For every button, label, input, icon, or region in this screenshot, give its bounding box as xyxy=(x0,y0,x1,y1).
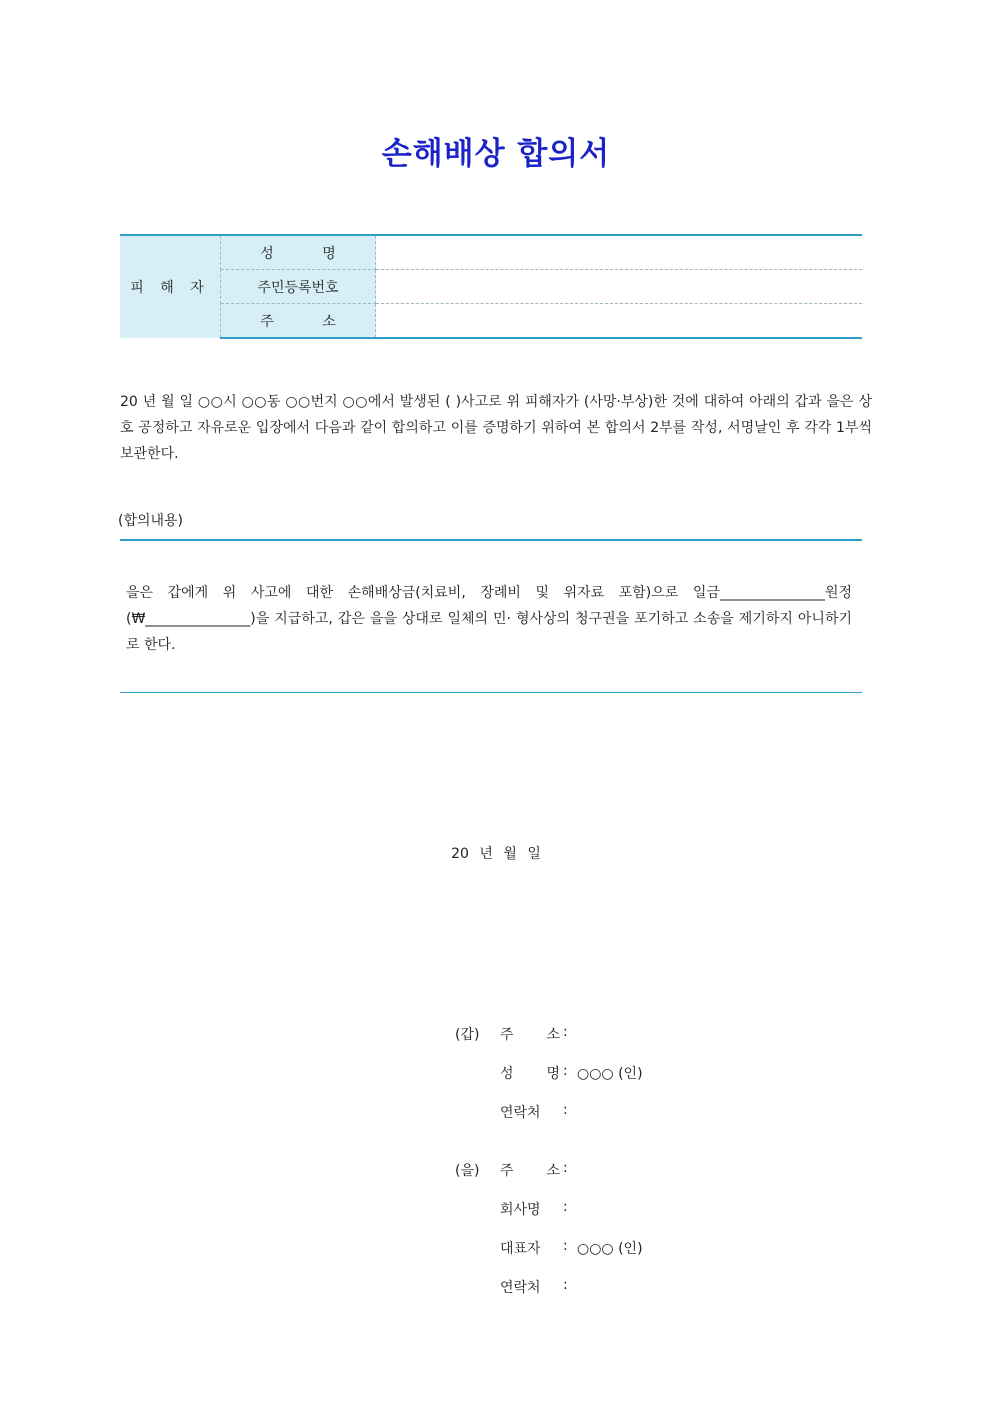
victim-info-table xyxy=(120,234,862,339)
colon: : xyxy=(563,1277,568,1293)
victim-label-address-text: 주 소 xyxy=(260,313,358,330)
party-a-key-address: 주 소 xyxy=(500,1027,560,1043)
victim-group-label: 피 해 자 xyxy=(120,235,221,338)
colon: : xyxy=(563,1024,568,1040)
colon: : xyxy=(563,1102,568,1118)
party-a-value-name: ○○○ (인) xyxy=(577,1066,643,1082)
party-b-key-contact: 연락처 xyxy=(500,1280,541,1296)
section-bottom-divider xyxy=(120,692,862,693)
party-b-key-address: 주 소 xyxy=(500,1163,560,1179)
document-title: 손해배상 합의서 xyxy=(381,136,611,172)
section-label: (합의내용) xyxy=(118,513,184,529)
party-b-value-representative: ○○○ (인) xyxy=(577,1241,643,1257)
victim-label-name-text: 성 명 xyxy=(260,245,358,262)
agreement-content: 을은 갑에게 위 사고에 대한 손해배상금(치료비, 장례비 및 위자료 포함)으로 일금_______________원정(₩_______________)을 지급하고, 갑은 을을 상대로 일체의 민· 형사상의 청구권을 포기하고 소송을 제기하지 아니하기로 한다. xyxy=(126,585,852,653)
date-line: 20 년 월 일 xyxy=(451,846,541,862)
section-top-divider xyxy=(120,539,862,541)
victim-row-id xyxy=(120,270,862,304)
victim-row-name xyxy=(120,235,862,270)
colon: : xyxy=(563,1063,568,1079)
victim-value-name xyxy=(376,235,863,270)
party-b-key-company: 회사명 xyxy=(500,1202,541,1218)
party-a-key-name: 성 명 xyxy=(500,1066,560,1082)
victim-value-id xyxy=(376,270,863,304)
colon: : xyxy=(563,1160,568,1176)
colon: : xyxy=(563,1238,568,1254)
victim-label-name xyxy=(221,235,376,270)
colon: : xyxy=(563,1199,568,1215)
party-b-tag: (을) xyxy=(455,1163,480,1179)
victim-value-address xyxy=(376,304,863,339)
party-a-tag: (갑) xyxy=(455,1027,480,1043)
victim-row-address xyxy=(120,304,862,339)
victim-label-address xyxy=(221,304,376,339)
party-a-key-contact: 연락처 xyxy=(500,1105,541,1121)
victim-label-id: 주민등록번호 xyxy=(221,270,376,304)
intro-paragraph: 20 년 월 일 ○○시 ○○동 ○○번지 ○○에서 발생된 ( )사고로 위 피해자가 (사망·부상)한 것에 대하여 아래의 갑과 을은 상호 공정하고 자유로운 입장에서 다음과 같이 합의하고 이를 증명하기 위하여 본 합의서 2부를 작성, 서명날인 후 각각 1부씩 보관한다. xyxy=(120,394,872,462)
party-b-key-representative: 대표자 xyxy=(500,1241,541,1257)
